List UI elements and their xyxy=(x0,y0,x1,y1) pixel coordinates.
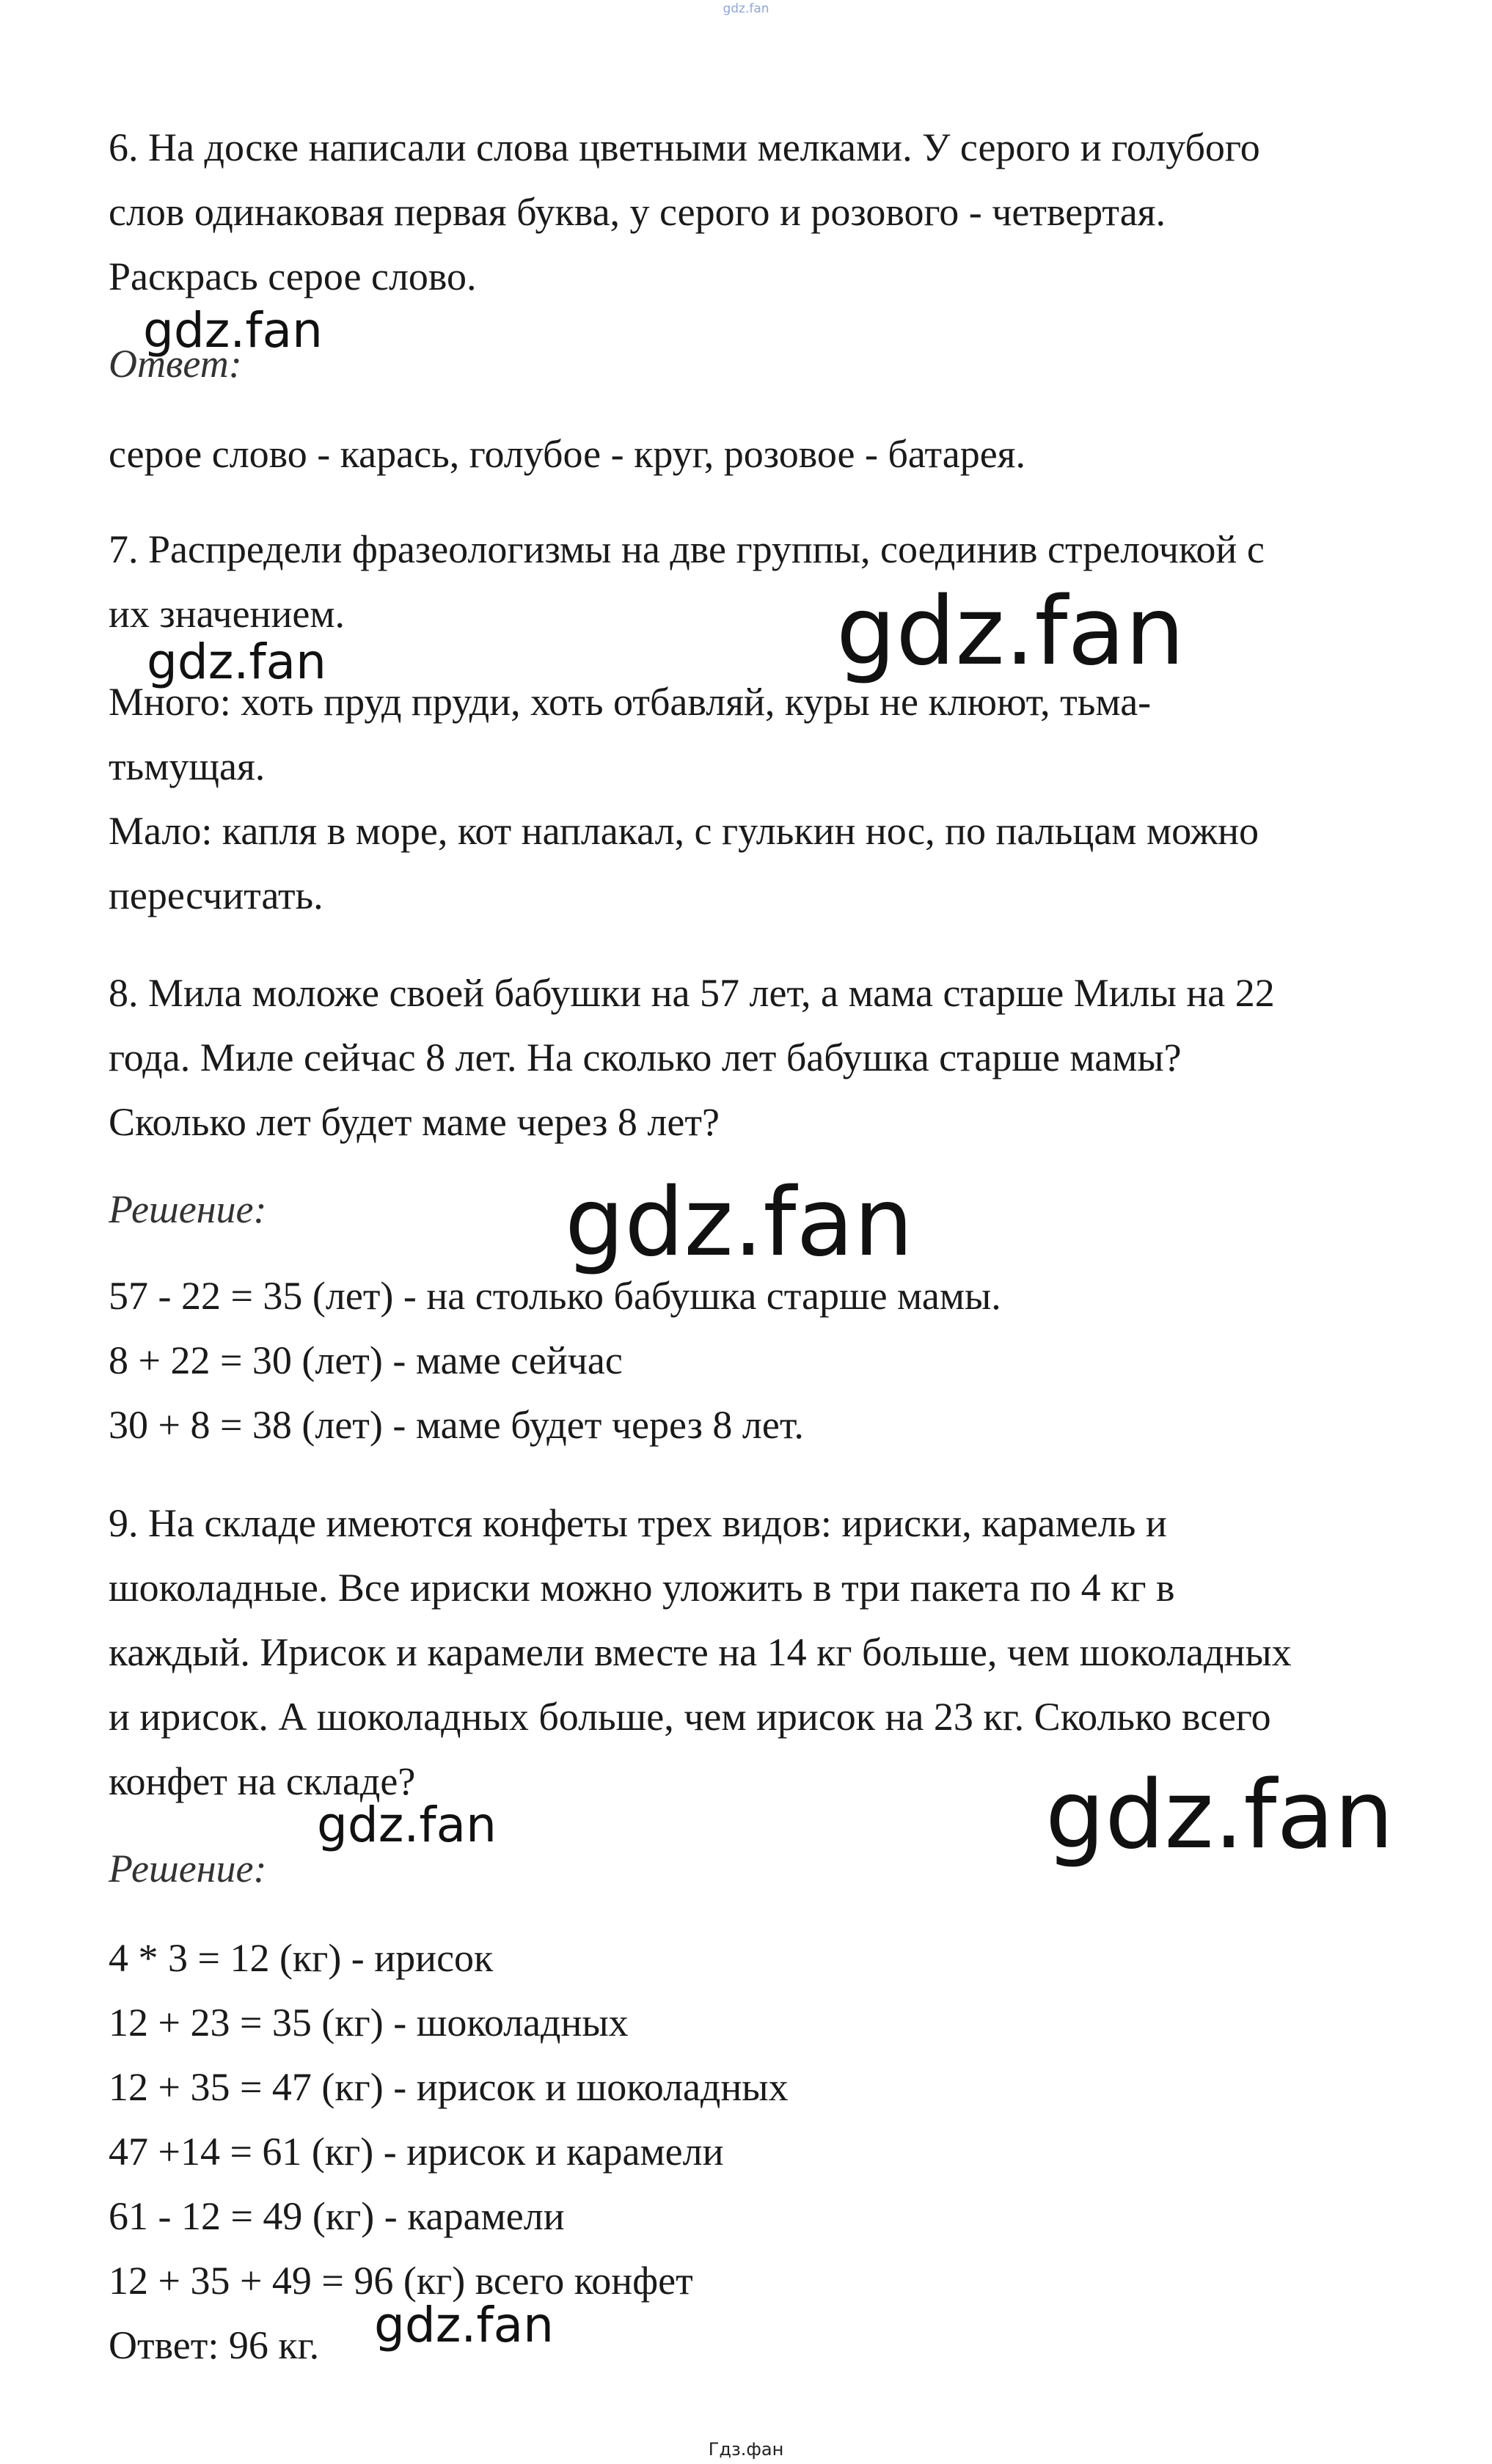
task7-line-2: их значением. xyxy=(109,592,345,636)
task8-solution-line-3: 30 + 8 = 38 (лет) - маме будет через 8 лет. xyxy=(109,1403,804,1447)
watermark: gdz.fan xyxy=(317,1797,497,1853)
task6-answer: серое слово - карась, голубое - круг, розовое - батарея. xyxy=(109,432,1026,476)
task9-solution-line-4: 47 +14 = 61 (кг) - ирисок и карамели xyxy=(109,2130,724,2174)
task6-line-1: 6. На доске написали слова цветными мелками. У серого и голубого xyxy=(109,125,1260,169)
watermark: gdz.fan xyxy=(147,634,326,690)
task9-solution-line-5: 61 - 12 = 49 (кг) - карамели xyxy=(109,2194,565,2238)
task9-solution-line-1: 4 * 3 = 12 (кг) - ирисок xyxy=(109,1936,494,1980)
task8-line-3: Сколько лет будет маме через 8 лет? xyxy=(109,1100,720,1144)
task9-line-1: 9. На складе имеются конфеты трех видов: ириски, карамель и xyxy=(109,1501,1167,1545)
task9-line-4: и ирисок. А шоколадных больше, чем ирисок на 23 кг. Сколько всего xyxy=(109,1695,1271,1739)
task7-line-5: Мало: капля в море, кот наплакал, с гулькин нос, по пальцам можно xyxy=(109,809,1259,853)
watermark: gdz.fan xyxy=(836,577,1185,686)
watermark: gdz.fan xyxy=(1045,1761,1394,1870)
task9-line-2: шоколадные. Все ириски можно уложить в три пакета по 4 кг в xyxy=(109,1566,1175,1610)
task9-solution-line-6: 12 + 35 + 49 = 96 (кг) всего конфет xyxy=(109,2259,693,2303)
watermark: gdz.fan xyxy=(143,302,323,359)
footer-site-name: Гдз.фан xyxy=(708,2439,784,2460)
task7-line-3: Много: хоть пруд пруди, хоть отбавляй, куры не клюют, тьма- xyxy=(109,680,1152,724)
watermark: gdz.fan xyxy=(565,1168,913,1277)
task9-line-3: каждый. Ирисок и карамели вместе на 14 кг больше, чем шоколадных xyxy=(109,1630,1292,1674)
task6-line-3: Раскрась серое слово. xyxy=(109,254,477,298)
task8-solution-line-2: 8 + 22 = 30 (лет) - маме сейчас xyxy=(109,1338,623,1382)
task8-line-1: 8. Мила моложе своей бабушки на 57 лет, а мама старше Милы на 22 xyxy=(109,971,1275,1015)
task9-solution-line-3: 12 + 35 = 47 (кг) - ирисок и шоколадных xyxy=(109,2065,789,2109)
task9-solution-label: Решение: xyxy=(109,1847,267,1891)
task7-line-6: пересчитать. xyxy=(109,873,323,917)
top-watermark: gdz.fan xyxy=(723,1,769,16)
task8-line-2: года. Миле сейчас 8 лет. На сколько лет бабушка старше мамы? xyxy=(109,1035,1182,1079)
task6-answer-label: Ответ: xyxy=(109,342,242,386)
watermark: gdz.fan xyxy=(374,2297,554,2353)
task9-answer: Ответ: 96 кг. xyxy=(109,2323,320,2367)
task9-solution-line-2: 12 + 23 = 35 (кг) - шоколадных xyxy=(109,2001,629,2045)
task8-solution-line-1: 57 - 22 = 35 (лет) - на столько бабушка старше мамы. xyxy=(109,1274,1001,1318)
task6-line-2: слов одинаковая первая буква, у серого и розового - четвертая. xyxy=(109,190,1166,234)
task7-line-4: тьмущая. xyxy=(109,744,266,788)
task7-line-1: 7. Распредели фразеологизмы на две группы, соединив стрелочкой с xyxy=(109,527,1265,571)
task8-solution-label: Решение: xyxy=(109,1187,267,1231)
task9-line-5: конфет на складе? xyxy=(109,1759,416,1803)
